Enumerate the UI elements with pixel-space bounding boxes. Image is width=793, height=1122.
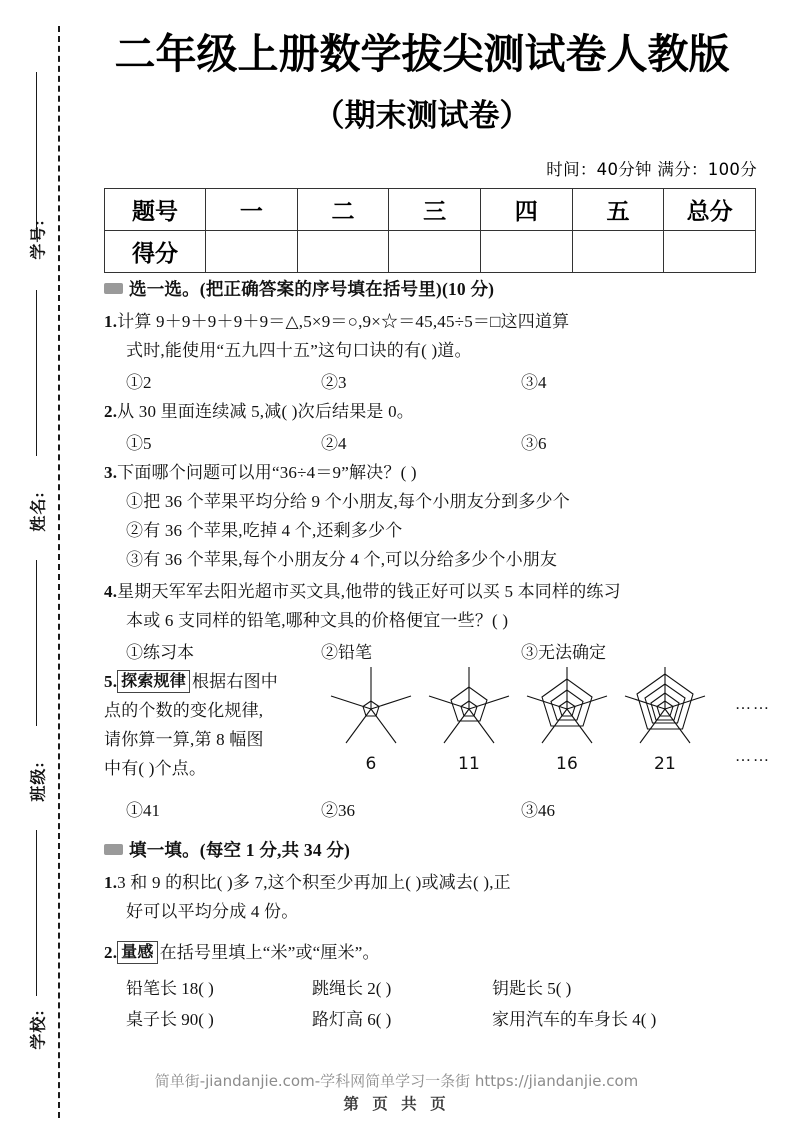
footer-watermark-url: 简单街-jiandanjie.com-学科网简单学习一条街 https://jiandanjie.com	[154, 1072, 639, 1090]
question-1-2-options	[104, 429, 780, 458]
measurement-row-1	[104, 973, 780, 1004]
page-subtitle: （期末测试卷）	[313, 98, 531, 134]
question-2-1	[104, 868, 780, 926]
question-1-2	[104, 397, 780, 426]
margin-rule-2	[36, 290, 37, 456]
option-1[interactable]: ①2	[126, 373, 152, 392]
skill-tag-pattern: 探索规律	[117, 670, 190, 693]
table-header-q5: 五	[572, 189, 664, 231]
question-text-line4: 中有( )个点。	[104, 759, 207, 778]
table-header-q3: 三	[389, 189, 481, 231]
figure-caption: 6	[365, 754, 377, 774]
margin-label-name: 姓名:	[30, 491, 48, 532]
pattern-figure-1	[322, 665, 420, 779]
question-choice-3[interactable]: ③有 36 个苹果,每个小朋友分 4 个,可以分给多少个小朋友	[126, 550, 558, 569]
section-header-two	[104, 837, 780, 862]
question-text-line2: 好可以平均分成 4 份。	[126, 902, 299, 921]
table-row-score	[105, 231, 756, 273]
margin-rule-4	[36, 830, 37, 996]
question-choice-2[interactable]: ②有 36 个苹果,吃掉 4 个,还剩多少个	[126, 521, 403, 540]
pentagon-web-icon	[323, 665, 419, 749]
question-text-line1: 3 和 9 的积比( )多 7,这个积至少再加上( )或减去( ),正	[117, 873, 511, 892]
option-3[interactable]: ③无法确定	[521, 643, 606, 662]
skill-tag-measurement: 量感	[117, 941, 157, 964]
table-header-q4: 四	[480, 189, 572, 231]
question-number: 3.	[104, 463, 118, 482]
question-2-2	[104, 938, 780, 967]
score-cell-q2[interactable]	[297, 231, 389, 273]
question-number: 2.	[104, 943, 118, 962]
page-title: 二年级上册数学拔尖测试卷人教版	[114, 30, 730, 78]
section-header-one	[104, 276, 780, 301]
table-header-q1: 一	[206, 189, 298, 231]
score-cell-total[interactable]	[664, 231, 756, 273]
right-page-clip	[780, 0, 793, 1122]
measurement-item-pencil[interactable]: 铅笔长 18( )	[126, 979, 214, 998]
pentagon-web-icon	[617, 665, 713, 749]
measurement-item-table[interactable]: 桌子长 90( )	[126, 1010, 214, 1029]
figure-caption: 16	[555, 754, 579, 774]
question-1-5	[104, 667, 780, 803]
exam-content	[104, 276, 780, 1035]
section-marker-icon	[104, 844, 123, 855]
pattern-figure-group	[322, 665, 792, 783]
score-cell-q3[interactable]	[389, 231, 481, 273]
question-1-5-text	[104, 667, 316, 783]
ellipsis-bottom: ……	[735, 748, 771, 765]
option-1[interactable]: ①练习本	[126, 643, 194, 662]
option-1[interactable]: ①41	[126, 801, 160, 820]
option-1[interactable]: ①5	[126, 434, 152, 453]
pentagon-web-icon	[519, 665, 615, 749]
option-2[interactable]: ②3	[321, 373, 347, 392]
section-marker-icon	[104, 283, 123, 294]
question-number: 2.	[104, 402, 118, 421]
question-1-1-options	[104, 368, 780, 397]
question-1-4	[104, 577, 780, 635]
table-header-q2: 二	[297, 189, 389, 231]
measurement-row-2	[104, 1004, 780, 1035]
score-cell-q1[interactable]	[206, 231, 298, 273]
question-number: 1.	[104, 312, 118, 331]
measurement-item-streetlight[interactable]: 路灯高 6( )	[312, 1010, 392, 1029]
question-1-1	[104, 307, 780, 365]
question-text-line1: 计算 9＋9＋9＋9＋9＝△,5×9＝○,9×☆＝45,45÷5＝□这四道算	[117, 312, 570, 331]
question-text-line3: 请你算一算,第 8 幅图	[104, 730, 264, 749]
figure-caption: 21	[653, 754, 677, 774]
question-1-3	[104, 458, 780, 574]
score-cell-q5[interactable]	[572, 231, 664, 273]
measurement-item-key[interactable]: 钥匙长 5( )	[492, 979, 572, 998]
question-number: 1.	[104, 873, 118, 892]
pattern-figure-4	[616, 665, 714, 779]
question-text-line1: 星期天军军去阳光超市买文具,他带的钱正好可以买 5 本同样的练习	[117, 582, 621, 601]
cut-dashed-line	[58, 26, 60, 1118]
option-3[interactable]: ③4	[521, 373, 547, 392]
table-header-total: 总分	[664, 189, 756, 231]
margin-label-school: 学校:	[30, 1009, 48, 1050]
table-score-label: 得分	[105, 231, 206, 273]
student-info-margin	[0, 0, 72, 1122]
question-number: 5.	[104, 672, 118, 691]
option-2[interactable]: ②36	[321, 801, 355, 820]
question-1-4-options	[104, 638, 780, 667]
question-text-line2: 点的个数的变化规律,	[104, 701, 264, 720]
option-2[interactable]: ②4	[321, 434, 347, 453]
ellipsis-top: ……	[735, 696, 771, 713]
score-cell-q4[interactable]	[480, 231, 572, 273]
footer-page-number: 第 页 共 页	[343, 1095, 450, 1113]
table-header-label: 题号	[105, 189, 206, 231]
exam-meta-info: 时间：40分钟 满分：100分	[546, 160, 757, 179]
figure-caption: 11	[457, 754, 481, 774]
section-one-title: 选一选。(把正确答案的序号填在括号里)(10 分)	[129, 279, 495, 299]
measurement-item-car[interactable]: 家用汽车的车身长 4( )	[492, 1010, 657, 1029]
option-3[interactable]: ③46	[521, 801, 555, 820]
question-text-line2: 本或 6 支同样的铅笔,哪种文具的价格便宜一些？( )	[126, 611, 509, 630]
question-number: 4.	[104, 582, 118, 601]
table-row-header	[105, 189, 756, 231]
question-text-line1: 从 30 里面连续减 5,减( )次后结果是 0。	[117, 402, 414, 421]
option-2[interactable]: ②铅笔	[321, 643, 372, 662]
margin-label-student-id: 学号:	[30, 219, 48, 260]
pentagon-web-icon	[421, 665, 517, 749]
question-text-line1: 在括号里填上“米”或“厘米”。	[159, 943, 380, 962]
margin-label-class: 班级:	[30, 761, 48, 802]
margin-rule-3	[36, 560, 37, 726]
measurement-item-jumprope[interactable]: 跳绳长 2( )	[312, 979, 392, 998]
question-text-line1: 根据右图中	[191, 672, 278, 691]
question-text-line1: 下面哪个问题可以用“36÷4＝9”解决？( )	[117, 463, 417, 482]
question-text-line2: 式时,能使用“五九四十五”这句口诀的有( )道。	[126, 341, 472, 360]
section-two-title: 填一填。(每空 1 分,共 34 分)	[129, 840, 351, 860]
question-choice-1[interactable]: ①把 36 个苹果平均分给 9 个小朋友,每个小朋友分到多少个	[126, 492, 570, 511]
pattern-figure-2	[420, 665, 518, 779]
option-3[interactable]: ③6	[521, 434, 547, 453]
pattern-figure-3	[518, 665, 616, 779]
score-table	[104, 188, 756, 273]
